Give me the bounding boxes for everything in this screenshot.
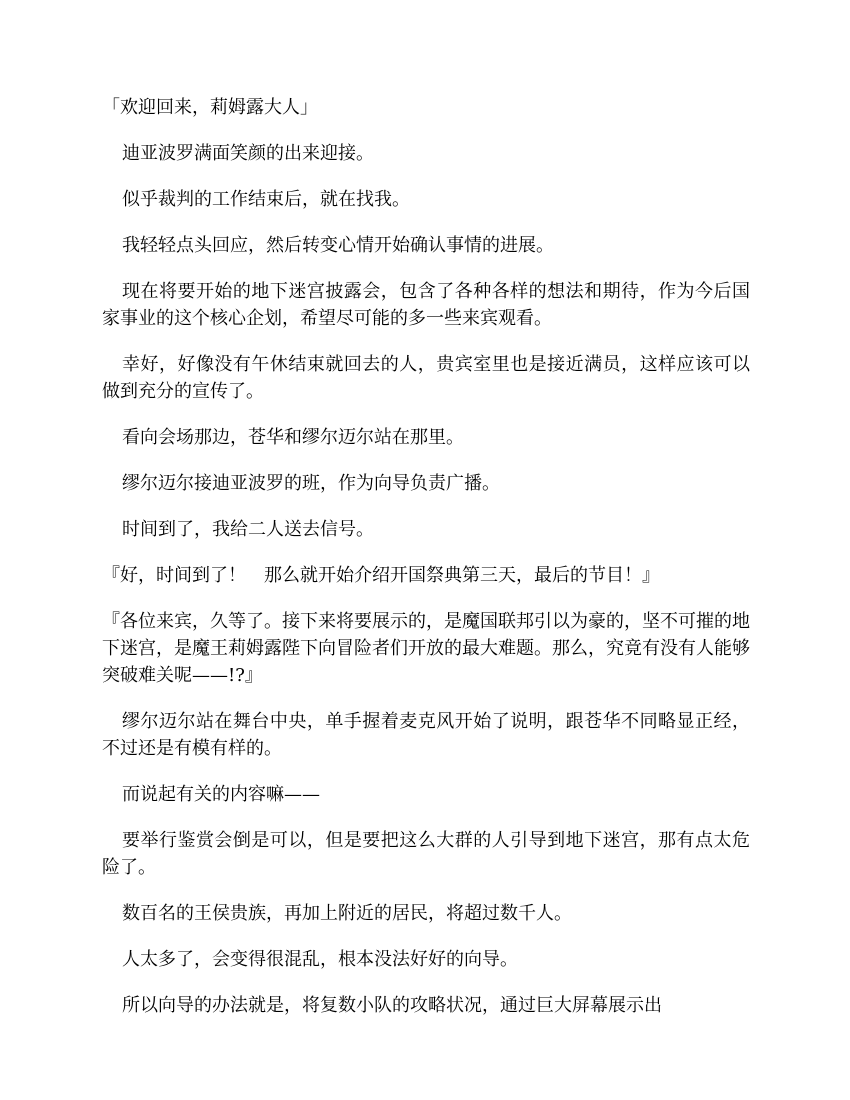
narration-paragraph: 我轻轻点头回应，然后转变心情开始确认事情的进展。 (122, 235, 554, 256)
broadcast-paragraph: 『各位来宾，久等了。接下来将要展示的，是魔国联邦引以为豪的，坚不可摧的地下迷宫，是魔王莉姆露陛下向冒险者们开放的最大难题。那么，究竟有没有人能够突破难关呢——!?』 (102, 611, 750, 686)
narration-paragraph: 时间到了，我给二人送去信号。 (122, 519, 374, 540)
document-page (102, 94, 750, 1038)
broadcast-paragraph: 『好，时间到了！ 那么就开始介绍开国祭典第三天，最后的节目！』 (102, 565, 660, 586)
narration-paragraph: 缪尔迈尔站在舞台中央，单手握着麦克风开始了说明，跟苍华不同略显正经，不过还是有模有样的。 (102, 711, 750, 759)
narration-paragraph: 似乎裁判的工作结束后，就在找我。 (122, 189, 410, 210)
narration-paragraph: 缪尔迈尔接迪亚波罗的班，作为向导负责广播。 (122, 473, 500, 494)
narration-paragraph: 所以向导的办法就是，将复数小队的攻略状况，通过巨大屏幕展示出 (122, 995, 662, 1016)
narration-paragraph: 迪亚波罗满面笑颜的出来迎接。 (122, 143, 374, 164)
narration-paragraph: 而说起有关的内容嘛—— (122, 784, 320, 805)
narration-paragraph: 现在将要开始的地下迷宫披露会，包含了各种各样的想法和期待，作为今后国家事业的这个核心企划，希望尽可能的多一些来宾观看。 (102, 281, 750, 329)
narration-paragraph: 看向会场那边，苍华和缪尔迈尔站在那里。 (122, 427, 464, 448)
narration-paragraph: 幸好，好像没有午休结束就回去的人，贵宾室里也是接近满员，这样应该可以做到充分的宣传了。 (102, 354, 750, 402)
narration-paragraph: 要举行鉴赏会倒是可以，但是要把这么大群的人引导到地下迷宫，那有点太危险了。 (102, 830, 750, 878)
narration-paragraph: 数百名的王侯贵族，再加上附近的居民，将超过数千人。 (122, 903, 572, 924)
dialogue-paragraph: 「欢迎回来，莉姆露大人」 (102, 97, 318, 118)
narration-paragraph: 人太多了，会变得很混乱，根本没法好好的向导。 (122, 949, 518, 970)
